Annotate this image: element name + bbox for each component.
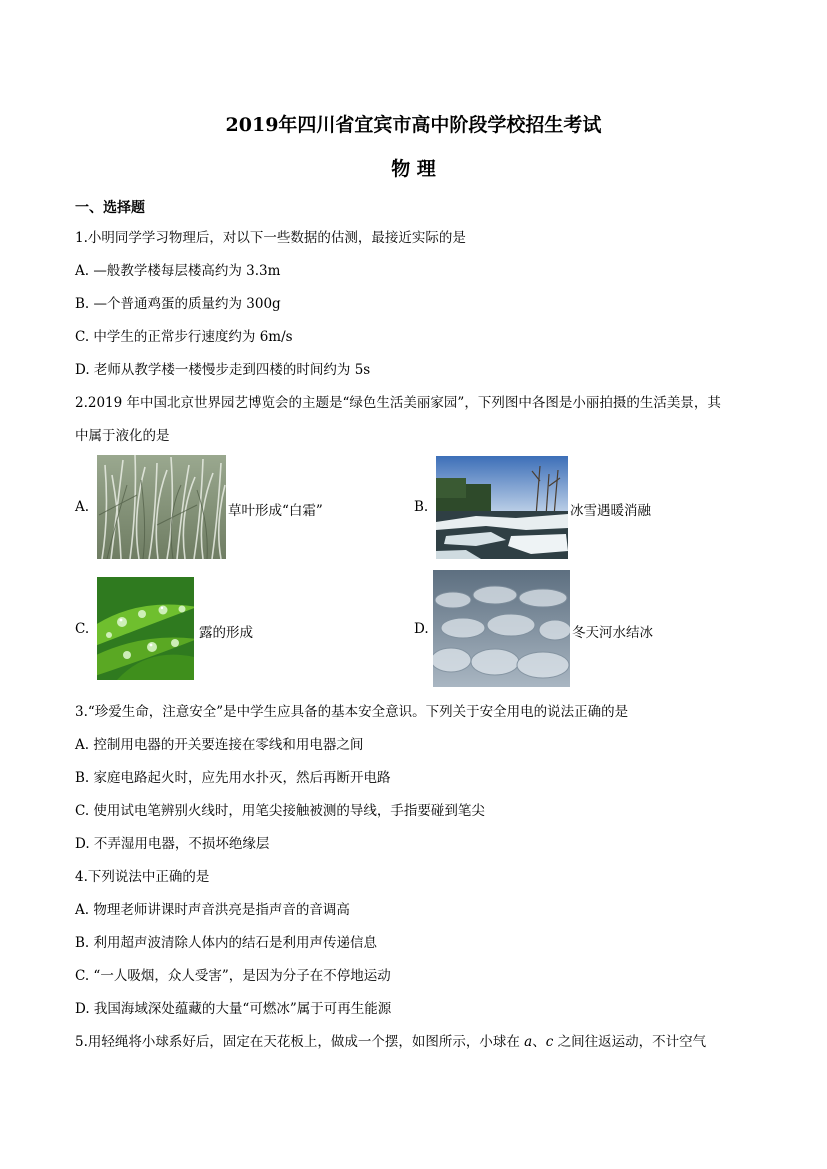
dew-leaf-photo: [97, 577, 194, 680]
q2-stem-line2: 中属于液化的是: [75, 428, 170, 444]
q2-option-b-caption: 冰雪遇暖消融: [570, 503, 651, 519]
q3-stem: 3.“珍爱生命，注意安全”是中学生应具备的基本安全意识。下列关于安全用电的说法正确的是: [75, 704, 629, 720]
q5-var-a: a: [524, 1034, 533, 1050]
q3-option-a: A. 控制用电器的开关要连接在零线和用电器之间: [75, 737, 364, 753]
q5-stem-suffix: 之间往返运动，不计空气: [553, 1034, 707, 1050]
melting-river-photo: [436, 456, 568, 559]
exam-title: 2019年四川省宜宾市高中阶段学校招生考试: [225, 114, 602, 136]
q2-stem-line1: 2.2019 年中国北京世界园艺博览会的主题是“绿色生活美丽家园”，下列图中各图是小丽拍摄的生活美景，其: [75, 395, 721, 411]
subject-title: 物 理: [391, 158, 436, 180]
q4-option-b: B. 利用超声波清除人体内的结石是利用声传递信息: [75, 935, 378, 951]
q2-option-d-letter: D.: [414, 621, 429, 637]
q5-var-c: c: [545, 1034, 554, 1050]
q1-option-a: A. —般教学楼每层楼高约为 3.3m: [75, 263, 281, 279]
q4-option-d: D. 我国海域深处蕴藏的大量“可燃冰”属于可再生能源: [75, 1001, 392, 1017]
section-heading: 一、选择题: [75, 200, 145, 216]
q3-option-d: D. 不弄湿用电器，不损坏绝缘层: [75, 836, 270, 852]
q2-option-a-letter: A.: [75, 499, 90, 515]
q3-option-b: B. 家庭电路起火时，应先用水扑灭，然后再断开电路: [75, 770, 391, 786]
q5-sep: 、: [532, 1034, 546, 1050]
q3-option-c: C. 使用试电笔辨别火线时，用笔尖接触被测的导线，手指要碰到笔尖: [75, 803, 485, 819]
frozen-river-photo: [433, 570, 570, 687]
q2-option-d-caption: 冬天河水结冰: [572, 625, 653, 641]
q1-option-d: D. 老师从教学楼一楼慢步走到四楼的时间约为 5s: [75, 362, 371, 378]
q1-option-c: C. 中学生的正常步行速度约为 6m/s: [75, 329, 293, 345]
q5-stem: [75, 1033, 706, 1051]
q4-option-c: C. “一人吸烟，众人受害”，是因为分子在不停地运动: [75, 968, 391, 984]
q5-stem-prefix: 5.用轻绳将小球系好后，固定在天花板上，做成一个摆，如图所示，小球在: [75, 1034, 525, 1050]
q2-option-a-caption: 草叶形成“白霜”: [228, 503, 323, 519]
q4-stem: 4.下列说法中正确的是: [75, 869, 210, 885]
q2-option-b-letter: B.: [414, 499, 429, 515]
q2-option-c-caption: 露的形成: [199, 625, 253, 641]
q1-option-b: B. —个普通鸡蛋的质量约为 300g: [75, 296, 281, 312]
q2-option-c-letter: C.: [75, 621, 90, 637]
frost-grass-photo: [97, 455, 226, 559]
q4-option-a: A. 物理老师讲课时声音洪亮是指声音的音调高: [75, 902, 350, 918]
q1-stem: 1.小明同学学习物理后，对以下一些数据的估测，最接近实际的是: [75, 230, 466, 246]
